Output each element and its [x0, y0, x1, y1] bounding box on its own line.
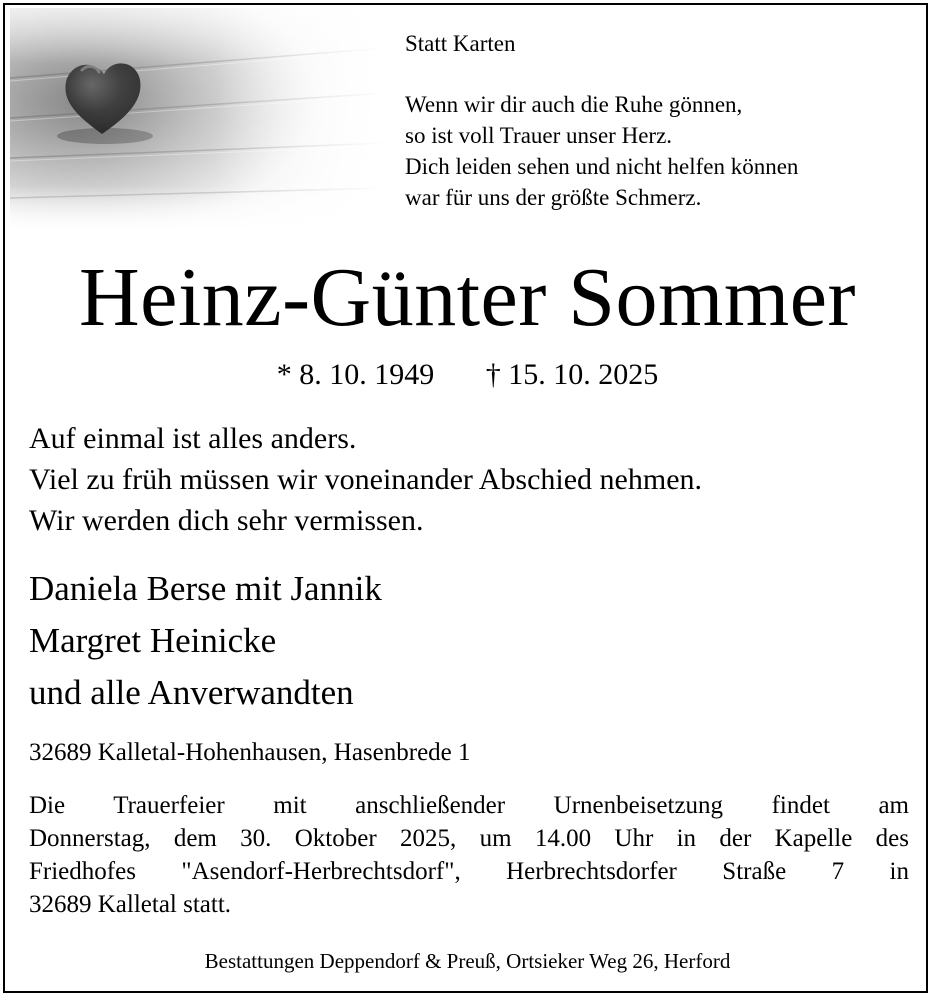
mourner-line: Margret Heinicke	[29, 621, 277, 660]
service-line: Die Trauerfeier mit anschließender Urnenbeisetzung findet am	[29, 792, 909, 819]
message-line: Auf einmal ist alles anders.	[29, 422, 357, 455]
poem-line: war für uns der größte Schmerz.	[405, 185, 702, 210]
life-dates	[0, 356, 935, 394]
birth-date: * 8. 10. 1949	[276, 358, 435, 391]
intro-block	[405, 28, 798, 213]
poem-line: Dich leiden sehen und nicht helfen können	[405, 154, 799, 179]
death-date: † 15. 10. 2025	[485, 358, 659, 391]
message-line: Wir werden dich sehr vermissen.	[29, 504, 424, 537]
farewell-message	[29, 418, 702, 541]
mourner-line: und alle Anverwandten	[29, 673, 354, 712]
poem-line: so ist voll Trauer unser Herz.	[405, 123, 673, 148]
service-line: 32689 Kalletal statt.	[29, 891, 232, 918]
mourners-list	[29, 563, 382, 719]
service-line: Donnerstag, dem 30. Oktober 2025, um 14.00 Uhr in der Kapelle des	[29, 825, 909, 852]
statt-karten-label: Statt Karten	[405, 31, 516, 56]
funeral-home-footer: Bestattungen Deppendorf & Preuß, Ortsieker Weg 26, Herford	[204, 949, 731, 973]
service-details	[29, 789, 909, 921]
family-address: 32689 Kalletal-Hohenhausen, Hasenbrede 1	[29, 739, 471, 766]
poem-line: Wenn wir dir auch die Ruhe gönnen,	[405, 92, 743, 117]
service-line: Friedhofes "Asendorf-Herbrechtsdorf", Herbrechtsdorfer Straße 7 in	[29, 858, 909, 885]
message-line: Viel zu früh müssen wir voneinander Abschied nehmen.	[29, 463, 703, 496]
mourner-line: Daniela Berse mit Jannik	[29, 569, 382, 608]
heart-photo	[10, 8, 385, 230]
deceased-name: Heinz-Günter Sommer	[79, 251, 856, 344]
heart-on-wood-icon	[10, 8, 385, 230]
